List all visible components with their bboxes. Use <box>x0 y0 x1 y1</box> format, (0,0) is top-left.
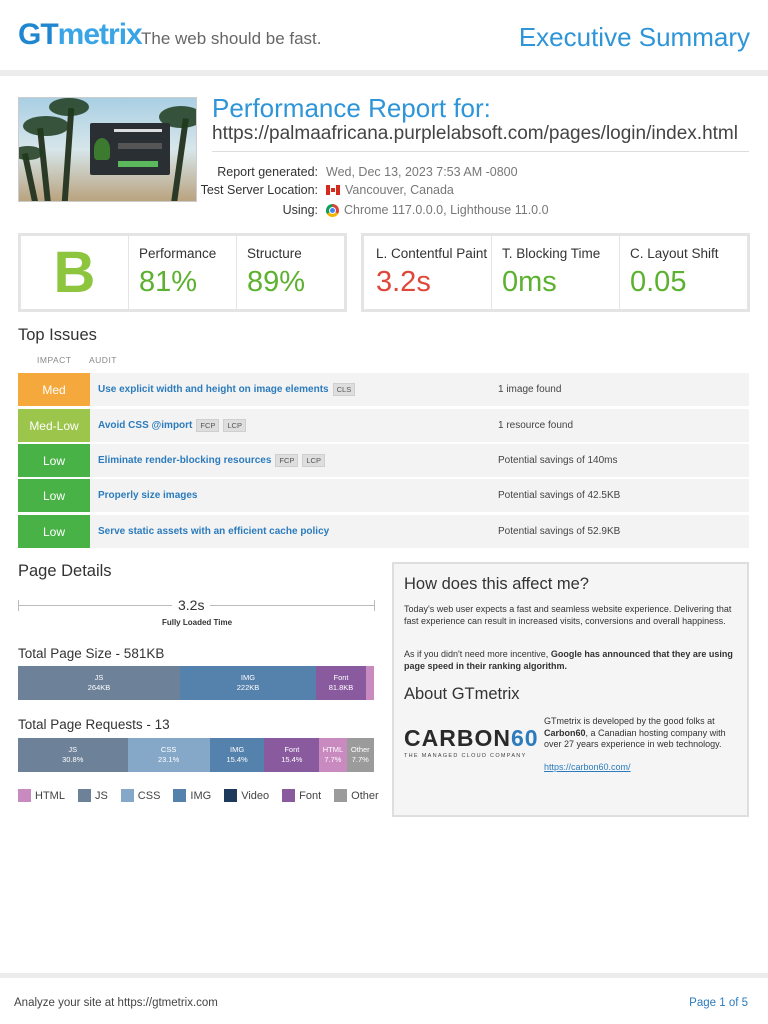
legend-swatch <box>173 789 186 802</box>
legend-label: JS <box>94 789 108 802</box>
report-generated-label: Report generated: <box>217 165 318 179</box>
legend-item-js <box>78 789 108 802</box>
affect-title: How does this affect me? <box>404 575 589 593</box>
logo-metrix: metrix <box>57 18 142 51</box>
affect-paragraph-1: Today's web user expects a fast and seamless website experience. Delivering that fast experience can result in increased visits, conversions and overall happiness. <box>404 604 732 626</box>
segment-name: IMG <box>240 672 256 682</box>
segment-name: JS <box>94 672 104 682</box>
structure-cell <box>237 236 344 309</box>
lcp-cell <box>364 236 491 309</box>
structure-value: 89% <box>247 266 306 298</box>
login-card-preview <box>90 123 170 175</box>
using-label: Using: <box>282 203 318 217</box>
segment-value: 7.7% <box>351 755 369 764</box>
tbt-cell <box>492 236 619 309</box>
legend-item-font <box>282 789 321 802</box>
segment-value: 81.8KB <box>328 683 354 692</box>
report-heading: Performance Report for: <box>212 93 491 123</box>
request-segment-font <box>264 738 319 772</box>
affect-paragraph-2-bold: Google has announced that they are using page speed in their ranking algorithm. <box>404 649 733 671</box>
performance-label: Performance <box>139 246 217 261</box>
audit-link[interactable] <box>98 409 246 442</box>
metric-tag: LCP <box>302 454 325 467</box>
metric-tag: FCP <box>275 454 298 467</box>
grade-cell <box>21 236 129 309</box>
gtmetrix-grade-box <box>18 233 347 312</box>
report-url[interactable]: https://palmaafricana.purplelabsoft.com/pages/login/index.html <box>212 123 738 144</box>
tbt-value: 0ms <box>502 266 557 298</box>
report-generated-value: Wed, Dec 13, 2023 7:53 AM -0800 <box>326 165 518 179</box>
segment-value: 30.8% <box>62 755 84 764</box>
cls-value: 0.05 <box>630 266 687 298</box>
audit-link[interactable] <box>98 515 329 548</box>
audit-finding: 1 resource found <box>498 420 574 431</box>
legend-label: Other <box>351 789 379 802</box>
lcp-label: L. Contentful Paint <box>376 246 488 261</box>
issue-row <box>18 373 749 406</box>
fully-loaded-label: Fully Loaded Time <box>161 618 233 627</box>
chrome-icon <box>326 204 339 217</box>
impact-badge: Low <box>18 479 90 512</box>
about-text-end: , a Canadian hosting company with over 27 years experience in web technology. <box>544 727 726 750</box>
performance-cell <box>129 236 237 309</box>
legend-item-other <box>334 789 379 802</box>
impact-badge: Low <box>18 515 90 548</box>
segment-value: 222KB <box>236 683 260 692</box>
carbon60-link[interactable]: https://carbon60.com/ <box>544 762 631 772</box>
test-server-text: Vancouver, Canada <box>345 183 454 197</box>
segment-name: IMG <box>230 744 245 754</box>
performance-value: 81% <box>139 266 198 298</box>
segment-name: CSS <box>160 744 177 754</box>
test-server-label: Test Server Location: <box>200 183 318 197</box>
canada-flag-icon <box>326 185 340 195</box>
metric-tag: FCP <box>196 419 219 432</box>
about-title: About GTmetrix <box>404 685 520 703</box>
lcp-value: 3.2s <box>376 266 431 298</box>
impact-badge: Low <box>18 444 90 477</box>
issue-row <box>18 444 749 477</box>
about-text <box>544 716 740 751</box>
legend-item-html <box>18 789 65 802</box>
legend-swatch <box>334 789 347 802</box>
top-issues-title: Top Issues <box>18 326 97 344</box>
timeline-start-tick <box>18 600 19 611</box>
using-value <box>326 203 549 217</box>
affect-paragraph-2-start: As if you didn't need more incentive, <box>404 649 549 659</box>
gtmetrix-logo[interactable] <box>18 18 142 52</box>
legend-swatch <box>224 789 237 802</box>
segment-value: 7.7% <box>324 755 342 764</box>
structure-label: Structure <box>247 246 302 261</box>
header <box>0 0 768 76</box>
audit-finding: 1 image found <box>498 384 562 395</box>
legend-item-video <box>224 789 269 802</box>
audit-finding: Potential savings of 140ms <box>498 455 618 466</box>
legend-item-css <box>121 789 161 802</box>
segment-name: HTML <box>322 744 344 754</box>
legend-label: Video <box>241 789 270 802</box>
carbon60-logo-word: CARBON <box>404 725 511 751</box>
audit-title[interactable]: Eliminate render-blocking resources <box>98 455 272 466</box>
segment-value: 23.1% <box>157 755 180 764</box>
issue-row <box>18 515 749 548</box>
page-number: Page 1 of 5 <box>689 997 748 1009</box>
audit-title[interactable]: Properly size images <box>98 490 198 501</box>
legend-swatch <box>121 789 134 802</box>
page-size-bar <box>18 666 374 700</box>
request-segment-css <box>128 738 210 772</box>
request-segment-img <box>210 738 265 772</box>
test-server-value <box>326 183 454 197</box>
about-text-start: GTmetrix is developed by the good folks at <box>544 716 715 726</box>
impact-badge: Med-Low <box>18 409 90 442</box>
audit-link[interactable] <box>98 373 355 406</box>
size-segment-html <box>366 666 374 700</box>
request-segment-other <box>347 738 374 772</box>
audit-finding: Potential savings of 42.5KB <box>498 490 621 501</box>
gtmetrix-grade: B <box>53 239 96 305</box>
audit-title[interactable]: Serve static assets with an efficient cache policy <box>98 526 330 537</box>
impact-badge: Med <box>18 373 90 406</box>
web-vitals-box <box>361 233 750 312</box>
page-requests-bar <box>18 738 374 772</box>
logo-gt: GT <box>18 18 58 51</box>
legend-label: IMG <box>190 789 212 802</box>
page-title: Executive Summary <box>518 22 750 52</box>
segment-name: Font <box>333 672 349 682</box>
divider <box>212 151 749 152</box>
page-details-title: Page Details <box>18 562 112 580</box>
segment-value: 264KB <box>87 683 111 692</box>
audit-title[interactable]: Avoid CSS @import <box>98 420 193 431</box>
about-text-bold: Carbon60 <box>544 727 586 738</box>
segment-value: 15.4% <box>281 755 303 764</box>
issue-row <box>18 409 749 442</box>
legend-swatch <box>78 789 91 802</box>
audit-finding: Potential savings of 52.9KB <box>498 526 621 537</box>
segment-value: 15.4% <box>226 755 248 764</box>
impact-column-header: IMPACT <box>37 355 72 365</box>
legend-swatch <box>18 789 31 802</box>
timeline-end-tick <box>374 600 375 611</box>
total-page-requests-title: Total Page Requests - 13 <box>18 717 170 732</box>
site-screenshot-thumbnail <box>18 97 197 202</box>
info-panel <box>392 562 749 817</box>
footer <box>0 973 768 1024</box>
legend-label: Font <box>299 789 322 802</box>
affect-paragraph-2 <box>404 649 734 672</box>
segment-name: JS <box>68 744 78 754</box>
cls-label: C. Layout Shift <box>630 246 719 261</box>
resource-legend <box>18 789 392 802</box>
carbon60-logo[interactable] <box>404 727 539 759</box>
tagline: The web should be fast. <box>141 29 322 48</box>
request-segment-html <box>319 738 346 772</box>
size-segment-img <box>180 666 316 700</box>
legend-label: CSS <box>137 789 161 802</box>
metric-tag: LCP <box>223 419 246 432</box>
audit-column-header: AUDIT <box>89 355 117 365</box>
cls-cell <box>620 236 747 309</box>
footer-analyze-text[interactable]: Analyze your site at https://gtmetrix.com <box>14 997 218 1009</box>
fully-loaded-value: 3.2s <box>172 597 210 613</box>
tbt-label: T. Blocking Time <box>502 246 601 261</box>
segment-name: Font <box>284 744 300 754</box>
metric-tag: CLS <box>333 383 356 396</box>
audit-title[interactable]: Use explicit width and height on image elements <box>98 384 329 395</box>
size-segment-js <box>18 666 180 700</box>
legend-swatch <box>282 789 295 802</box>
size-segment-font <box>316 666 366 700</box>
legend-item-img <box>173 789 211 802</box>
using-text: Chrome 117.0.0.0, Lighthouse 11.0.0 <box>344 203 549 217</box>
segment-name: Other <box>350 744 370 754</box>
total-page-size-title: Total Page Size - 581KB <box>18 646 165 661</box>
carbon60-logo-number: 60 <box>510 725 539 751</box>
issue-row <box>18 479 749 512</box>
audit-link[interactable] <box>98 444 325 477</box>
audit-link[interactable] <box>98 479 198 512</box>
request-segment-js <box>18 738 128 772</box>
carbon60-tagline: THE MANAGED CLOUD COMPANY <box>404 753 527 759</box>
legend-label: HTML <box>35 789 65 802</box>
